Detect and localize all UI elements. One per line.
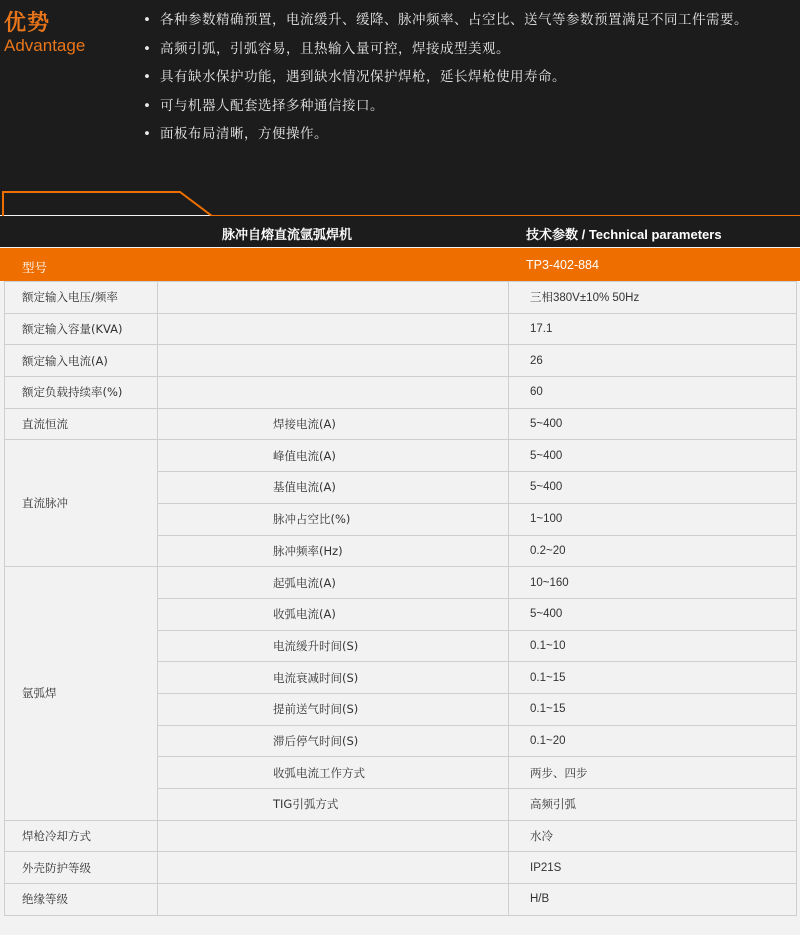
param-name: 收弧电流工作方式	[158, 757, 509, 789]
param-value: 1~100	[509, 503, 797, 535]
param-value: 26	[509, 345, 797, 377]
table-row	[5, 884, 797, 916]
param-name: TIG引弧方式	[158, 789, 509, 821]
param-value: 两步、四步	[509, 757, 797, 789]
param-value: 水冷	[509, 820, 797, 852]
param-value: 0.2~20	[509, 535, 797, 567]
table-row	[5, 313, 797, 345]
param-name	[158, 884, 509, 916]
param-name: 电流缓升时间(S)	[158, 630, 509, 662]
advantage-title-en: Advantage	[4, 36, 86, 55]
param-name: 基值电流(A)	[158, 472, 509, 504]
table-header	[0, 216, 800, 247]
table-row	[5, 852, 797, 884]
header-parameters: 技术参数 / Technical parameters	[526, 227, 722, 242]
param-name	[158, 377, 509, 409]
param-name: 峰值电流(A)	[158, 440, 509, 472]
param-value: 60	[509, 377, 797, 409]
advantage-list	[142, 10, 748, 153]
param-value: 0.1~15	[509, 662, 797, 694]
table-row	[5, 440, 797, 472]
param-value: 5~400	[509, 598, 797, 630]
model-label: 型号	[22, 260, 48, 275]
param-name: 焊接电流(A)	[158, 408, 509, 440]
model-row	[0, 248, 800, 281]
param-category: 外壳防护等级	[5, 852, 158, 884]
advantage-title-cn: 优势	[4, 11, 51, 36]
advantage-item: • 可与机器人配套选择多种通信接口。	[142, 96, 748, 125]
param-value: 三相380V±10% 50Hz	[509, 282, 797, 314]
param-value: IP21S	[509, 852, 797, 884]
advantage-section	[0, 0, 800, 215]
param-name	[158, 313, 509, 345]
param-value: 5~400	[509, 408, 797, 440]
table-row	[5, 567, 797, 599]
advantage-item: • 具有缺水保护功能，遇到缺水情况保护焊枪，延长焊枪使用寿命。	[142, 67, 748, 96]
table-row	[5, 377, 797, 409]
param-category: 绝缘等级	[5, 884, 158, 916]
param-name	[158, 852, 509, 884]
param-category: 直流恒流	[5, 408, 158, 440]
advantage-item: • 高频引弧，引弧容易，且热输入量可控，焊接成型美观。	[142, 39, 748, 68]
table-tab-outline	[0, 185, 800, 217]
param-value: 高频引弧	[509, 789, 797, 821]
table-row	[5, 345, 797, 377]
param-name: 起弧电流(A)	[158, 567, 509, 599]
spec-table	[4, 281, 797, 916]
table-row	[5, 820, 797, 852]
advantage-item: • 面板布局清晰，方便操作。	[142, 124, 748, 153]
param-value: 17.1	[509, 313, 797, 345]
param-category: 直流脉冲	[5, 440, 158, 567]
param-name	[158, 820, 509, 852]
table-row	[5, 282, 797, 314]
table-row	[5, 408, 797, 440]
param-category: 额定输入容量(KVA)	[5, 313, 158, 345]
param-category: 焊枪冷却方式	[5, 820, 158, 852]
param-name: 脉冲占空比(%)	[158, 503, 509, 535]
param-name: 提前送气时间(S)	[158, 693, 509, 725]
param-value: 0.1~10	[509, 630, 797, 662]
param-value: 0.1~20	[509, 725, 797, 757]
param-name	[158, 282, 509, 314]
param-value: H/B	[509, 884, 797, 916]
param-value: 10~160	[509, 567, 797, 599]
param-name: 电流衰减时间(S)	[158, 662, 509, 694]
model-value: TP3-402-884	[526, 258, 599, 272]
param-category: 额定负载持续率(%)	[5, 377, 158, 409]
param-name: 收弧电流(A)	[158, 598, 509, 630]
param-category: 额定输入电流(A)	[5, 345, 158, 377]
param-name	[158, 345, 509, 377]
param-value: 5~400	[509, 472, 797, 504]
param-category: 氩弧焊	[5, 567, 158, 821]
advantage-item: • 各种参数精确预置，电流缓升、缓降、脉冲频率、占空比、送气等参数预置满足不同工件需要。	[142, 10, 748, 39]
param-value: 5~400	[509, 440, 797, 472]
param-category: 额定输入电压/频率	[5, 282, 158, 314]
param-name: 脉冲频率(Hz)	[158, 535, 509, 567]
param-name: 滞后停气时间(S)	[158, 725, 509, 757]
param-value: 0.1~15	[509, 693, 797, 725]
header-product-name: 脉冲自熔直流氩弧焊机	[222, 228, 353, 243]
